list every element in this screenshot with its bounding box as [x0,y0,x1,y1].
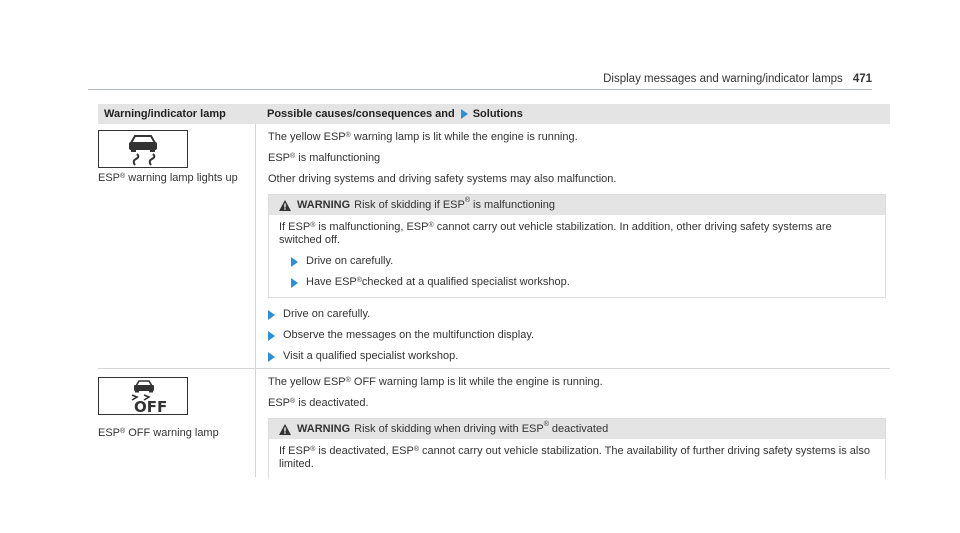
col-header-causes [255,104,890,124]
warning-box [268,418,886,479]
warning-step: Drive on carefully. [291,255,875,268]
warning-body [269,215,885,297]
warning-box [268,194,886,298]
header-rule [88,89,872,90]
warning-subtitle: Risk of skidding when driving with ESP® deactivated [354,421,609,435]
solutions-arrow-icon [461,109,468,119]
warning-text: If ESP® is deactivated, ESP® cannot carry out vehicle stabilization. The availability of further driving safety systems is also limited. [279,445,870,470]
cause-text: ESP® is deactivated. [268,397,369,409]
warning-subtitle: Risk of skidding if ESP® is malfunctioning [354,197,555,211]
lamp-off-text: OFF [134,398,168,414]
warning-body [269,439,885,479]
lamp-cell [98,369,255,477]
step-arrow-icon [291,278,298,288]
solution-step: Visit a qualified specialist workshop. [268,350,886,363]
page-header [603,73,872,85]
warning-title: WARNING [297,423,351,435]
lamp-cell [98,124,255,368]
cause-text: Other driving systems and driving safety systems may also malfunction. [268,173,617,185]
causes-cell [255,124,890,368]
col-header-causes-label: Possible causes/consequences and [267,108,455,120]
solution-step: Drive on carefully. [268,308,886,321]
solution-step: Observe the messages on the multifunction display. [268,329,886,342]
esp-off-lamp-icon [98,377,188,415]
warning-triangle-icon [279,200,291,211]
step-arrow-icon [268,352,275,362]
lamp-label: ESP® OFF warning lamp [98,427,219,439]
table-row [98,368,890,477]
warning-triangle-icon [279,424,291,435]
warning-title: WARNING [297,199,351,211]
cause-text: The yellow ESP® OFF warning lamp is lit while the engine is running. [268,376,603,388]
col-header-solutions-label: Solutions [472,108,523,120]
step-arrow-icon [268,310,275,320]
page-header-title: Display messages and warning/indicator lamps [603,73,843,85]
cause-text: ESP® is malfunctioning [268,152,381,164]
warning-text: If ESP® is malfunctioning, ESP® cannot carry out vehicle stabilization. In addition, other driving safety systems are switched off. [279,221,832,246]
warning-lamp-table [98,104,890,477]
step-arrow-icon [268,331,275,341]
table-row [98,124,890,368]
col-header-lamp: Warning/indicator lamp [104,108,226,120]
warning-header [269,195,885,215]
warning-header [269,419,885,439]
step-arrow-icon [291,257,298,267]
esp-warning-lamp-icon [98,130,188,168]
table-header-row [98,104,890,124]
warning-step: Have ESP ® checked at a qualified specialist workshop. [291,276,875,289]
lamp-label: ESP® warning lamp lights up [98,172,238,184]
cause-text: The yellow ESP® warning lamp is lit while the engine is running. [268,131,578,143]
causes-cell [255,369,890,477]
page-number: 471 [852,73,872,85]
